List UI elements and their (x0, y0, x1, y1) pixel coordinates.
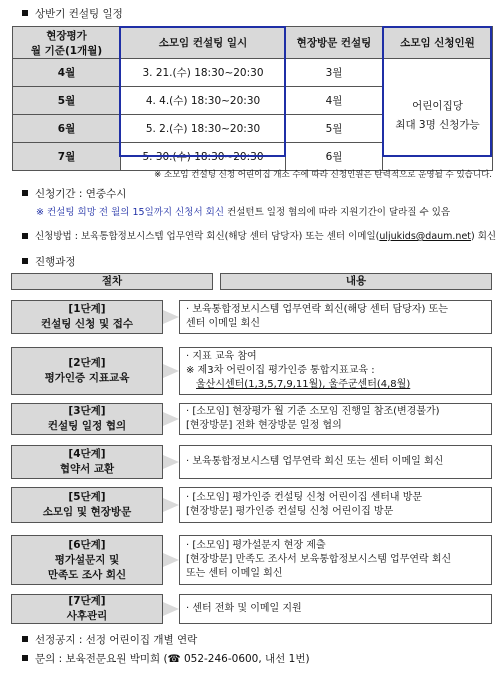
step-label: [5단계] (68, 491, 106, 503)
apply-period-note-rest: 컨설턴트 일정 협의에 따라 지원기간이 달라질 수 있음 (227, 207, 451, 218)
content-line: ※ 제3차 어린이집 평가인증 통합지표교육 : (186, 365, 375, 376)
content-line: [현장방문] 평가인증 컨설팅 신청 어린이집 방문 (186, 506, 394, 517)
month-cell: 5월 (13, 87, 121, 115)
step-title: 협약서 교환 (59, 463, 115, 475)
step-title: 평가인증 지표교육 (44, 372, 130, 384)
capacity-line2: 최대 3명 신청가능 (395, 118, 480, 131)
step-label: [4단계] (68, 448, 106, 460)
section-title-text: 상반기 컨설팅 일정 (35, 8, 123, 20)
step-2-content (179, 347, 492, 395)
content-line: · [소모임] 평가인증 컨설팅 신청 어린이집 센터내 방문 (186, 492, 423, 503)
step-4 (11, 445, 163, 479)
content-line: · 보육통합정보시스템 업무연락 회신(해당 센터 담당자) 또는 (186, 304, 448, 315)
step-2 (11, 347, 163, 395)
step-3 (11, 403, 163, 435)
section-schedule-title (22, 6, 123, 21)
content-line: 울산시센터(1,3,5,7,9,11월), 울주군센터(4,8월) (196, 379, 411, 390)
step-label: [3단계] (68, 405, 106, 417)
process-title (22, 254, 76, 269)
step-title: 평가설문지 및 (54, 553, 120, 566)
content-line: · 보육통합정보시스템 업무연락 회신 또는 센터 이메일 회신 (186, 456, 444, 467)
header-eval-line1: 현장평가 (46, 29, 87, 42)
bullet-icon (22, 10, 28, 16)
step-title-line2: 만족도 조사 회신 (47, 568, 127, 581)
content-line: [현장방문] 전화 현장방문 일정 협의 (186, 420, 342, 431)
date-cell: 4. 4.(수) 18:30~20:30 (121, 87, 286, 115)
arrow-icon (163, 412, 179, 426)
apply-method-suffix: ) 회신 (471, 231, 497, 242)
visit-cell: 4월 (286, 87, 383, 115)
step-7-content (179, 594, 492, 624)
step-title: 소모임 및 현장방문 (42, 506, 132, 518)
capacity-cell (383, 59, 493, 171)
step-6-content (179, 535, 492, 585)
apply-period (22, 186, 126, 201)
arrow-icon (163, 310, 179, 324)
process-header-content: 내용 (220, 273, 492, 290)
bullet-icon (22, 258, 28, 264)
capacity-line1: 어린이집당 (412, 99, 463, 112)
content-line: · 센터 전화 및 이메일 지원 (186, 603, 302, 614)
visit-cell: 3월 (286, 59, 383, 87)
header-capacity: 소모임 신청인원 (383, 27, 493, 59)
selection-text: 선정공지 : 선정 어린이집 개별 연락 (35, 634, 198, 646)
date-cell: 5. 2.(수) 18:30~20:30 (121, 115, 286, 143)
apply-period-note-blue: ※ 컨설팅 희망 전 월의 15일까지 신청서 회신 (36, 207, 225, 218)
step-title: 사후관리 (66, 610, 108, 622)
arrow-icon (163, 553, 179, 567)
inquiry (22, 651, 310, 666)
step-label: [7단계] (68, 595, 106, 607)
step-6 (11, 535, 163, 585)
content-line: [현장방문] 만족도 조사서 보육통합정보시스템 업무연락 회신 (186, 554, 452, 565)
process-header-step: 절차 (11, 273, 213, 290)
bullet-icon (22, 190, 28, 196)
selection-notice (22, 632, 197, 647)
apply-period-note (36, 204, 450, 218)
step-1 (11, 300, 163, 334)
inquiry-text: 문의 : 보육전문요원 박미희 (☎ 052-246-0600, 내선 1번) (35, 653, 310, 665)
step-label: [6단계] (68, 538, 106, 551)
content-line: · 지표 교육 참여 (186, 351, 257, 362)
content-line: · [소모임] 현장평가 월 기준 소모임 진행일 참조(변경불가) (186, 406, 440, 417)
step-title: 컨설팅 일정 협의 (47, 420, 127, 432)
step-7 (11, 594, 163, 624)
header-visit: 현장방문 컨설팅 (286, 27, 383, 59)
apply-period-label: 신청기간 : 연중수시 (35, 188, 127, 200)
schedule-table (12, 26, 493, 171)
step-4-content (179, 445, 492, 479)
bullet-icon (22, 233, 28, 239)
step-3-content (179, 403, 492, 435)
process-title-text: 진행과정 (35, 256, 76, 268)
email-link[interactable]: uljukids@daum.net (379, 231, 472, 242)
bullet-icon (22, 655, 28, 661)
content-line: 센터 이메일 회신 (186, 318, 260, 329)
header-eval-month (13, 27, 121, 59)
table-row (13, 59, 493, 87)
date-cell: 3. 21.(수) 18:30~20:30 (121, 59, 286, 87)
visit-cell: 6월 (286, 143, 383, 171)
arrow-icon (163, 455, 179, 469)
step-title: 컨설팅 신청 및 접수 (40, 318, 134, 330)
arrow-icon (163, 364, 179, 378)
content-line: · [소모임] 평가설문지 현장 제출 (186, 540, 326, 551)
month-cell: 4월 (13, 59, 121, 87)
capacity-note: ※ 소모임 컨설팅 신청 어린이집 개소 수에 따라 신청인원은 탄력적으로 운영될 수 있습니다. (154, 170, 492, 180)
apply-method (22, 228, 496, 242)
step-label: [1단계] (68, 303, 106, 315)
step-label: [2단계] (68, 357, 106, 369)
arrow-icon (163, 498, 179, 512)
bullet-icon (22, 636, 28, 642)
month-cell: 7월 (13, 143, 121, 171)
apply-method-prefix: 신청방법 : 보육통합정보시스템 업무연락 회신(해당 센터 담당자) 또는 센터 이메일( (35, 231, 380, 242)
header-meeting-date: 소모임 컨설팅 일시 (121, 27, 286, 59)
step-1-content (179, 300, 492, 334)
date-cell: 5. 30.(수) 18:30~20:30 (121, 143, 286, 171)
arrow-icon (163, 602, 179, 616)
header-eval-line2: 월 기준(1개월) (30, 44, 103, 57)
month-cell: 6월 (13, 115, 121, 143)
step-5-content (179, 487, 492, 523)
step-5 (11, 487, 163, 523)
content-line: 또는 센터 이메일 회신 (186, 568, 283, 579)
visit-cell: 5월 (286, 115, 383, 143)
